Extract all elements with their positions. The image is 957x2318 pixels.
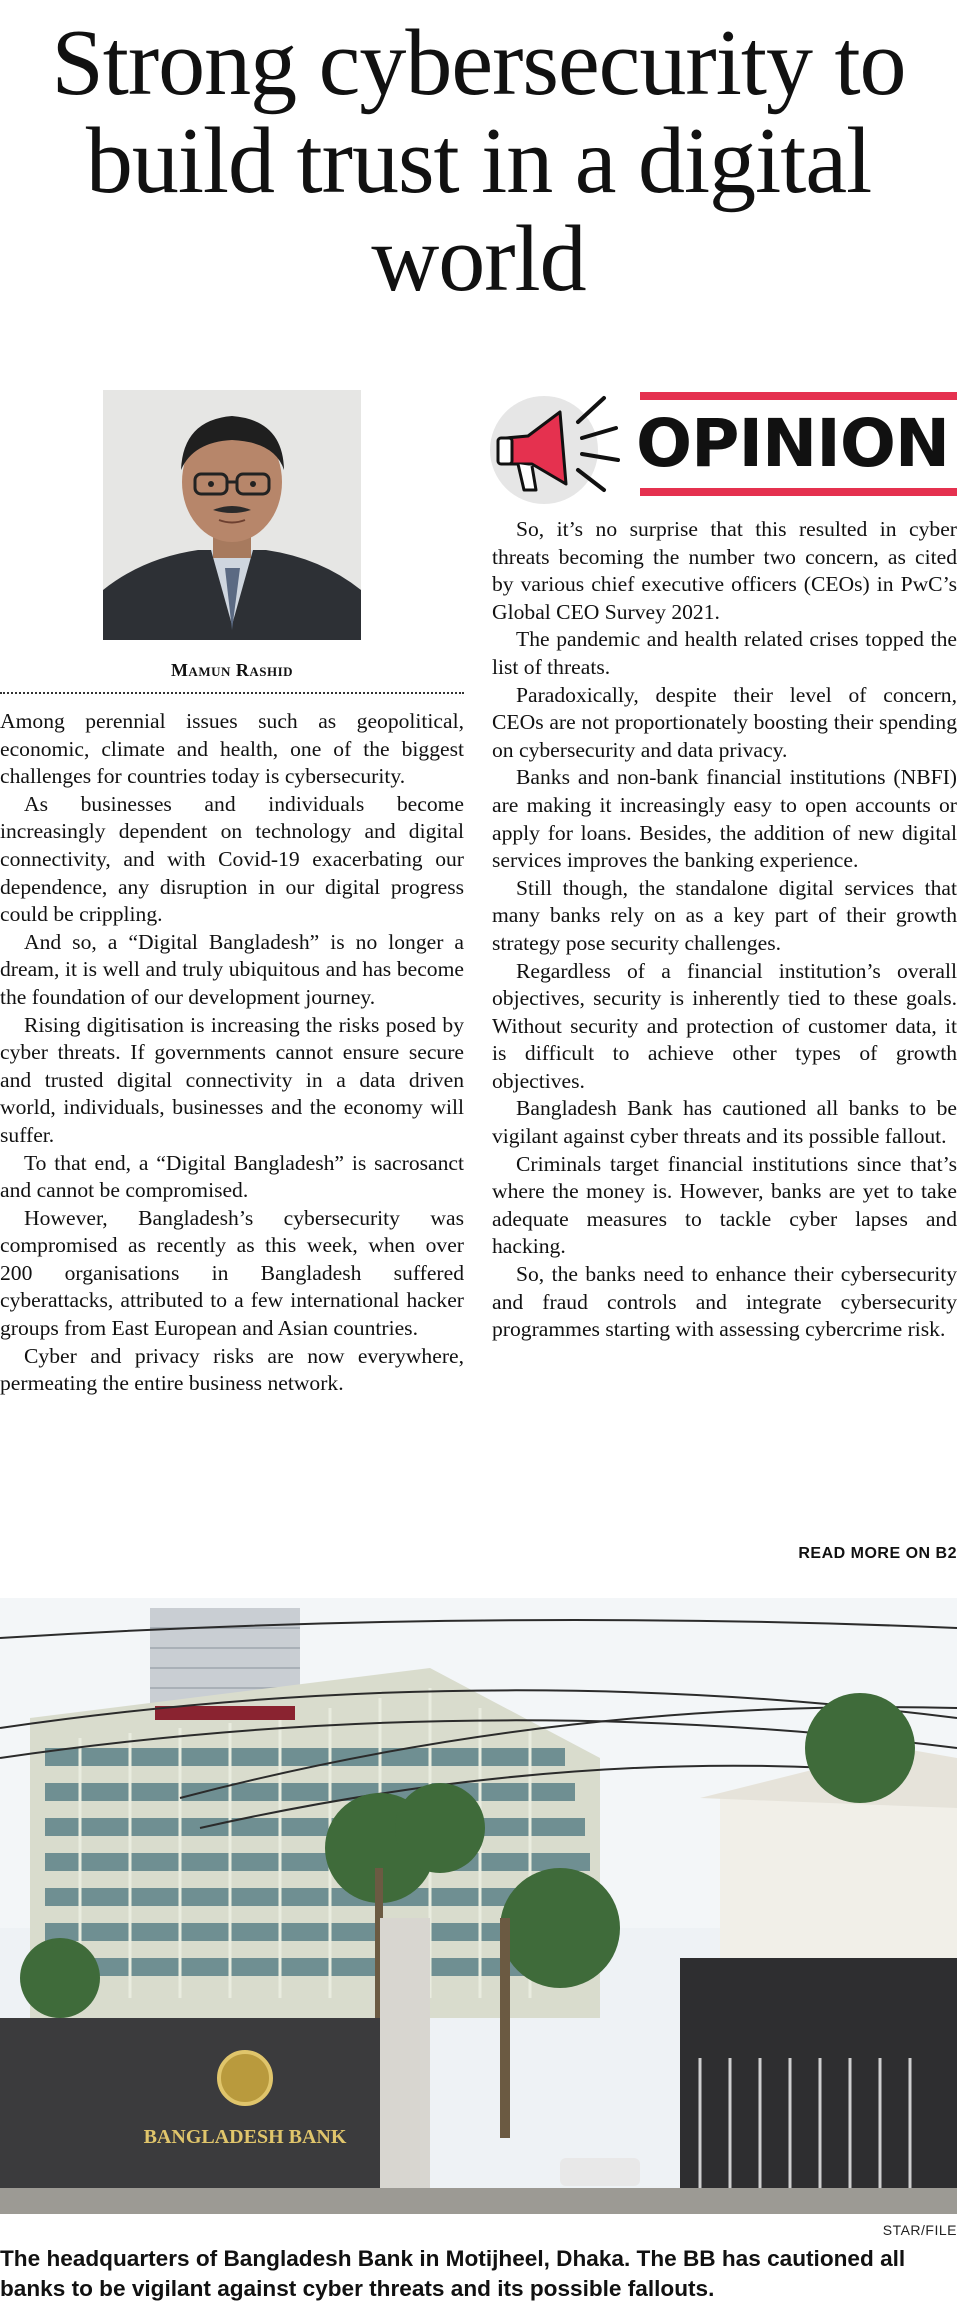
article-headline: Strong cybersecurity to build trust in a digital world (51, 11, 906, 311)
author-portrait-illustration (103, 390, 361, 640)
article-paragraph: However, Bangladesh’s cybersecurity was compromised as recently as this week, when over 200 organisations in Bangladesh suffered cyberattacks, attributed to a few international hacker groups from East European and Asian countries. (0, 1205, 464, 1341)
opinion-bottom-bar (640, 488, 957, 496)
article-paragraph: Still though, the standalone digital services that many banks rely on as a key part of their growth strategy pose security challenges. (492, 875, 957, 955)
article-paragraph: Bangladesh Bank has cautioned all banks to be vigilant against cyber threats and its possible fallout. (492, 1096, 957, 1149)
article-paragraph: Banks and non-bank financial institutions (NBFI) are making it increasingly easy to open accounts or apply for loans. Besides, the addition of new digital services improves the banking experience. (492, 765, 957, 873)
article-paragraph: So, the banks need to enhance their cybersecurity and fraud controls and integrate cybersecurity programmes starting with assessing cybercrime risk. (492, 1262, 957, 1342)
author-byline: Mamun Rashid (170, 660, 294, 680)
bank-photo-illustration (0, 1598, 957, 2214)
photo-credit: STAR/FILE (882, 2222, 957, 2238)
byline-divider (0, 692, 464, 694)
megaphone-icon (488, 386, 623, 506)
article-paragraph: Among perennial issues such as geopolitical, economic, climate and health, one of the biggest challenges for countries today is cybersecurity. (0, 709, 464, 789)
article-paragraph: The pandemic and health related crises topped the list of threats. (492, 627, 957, 679)
bank-headquarters-photo (0, 1598, 957, 2214)
article-paragraph: Regardless of a financial institution’s overall objectives, security is inherently tied to these goals. Without security and protection of customer data, it is difficult to achieve other types of growth objectives. (492, 958, 957, 1093)
megaphone-illustration (488, 386, 623, 506)
article-column-left (0, 708, 464, 1398)
bank-sign-text: BANGLADESH BANK (143, 2126, 347, 2148)
article-paragraph: Cyber and privacy risks are now everywhere, permeating the entire business network. (0, 1343, 464, 1396)
author-photo (103, 390, 361, 640)
article-column-right (492, 516, 957, 1344)
opinion-top-bar (640, 392, 957, 400)
opinion-section-label: OPINION (636, 405, 950, 482)
article-paragraph: Paradoxically, despite their level of concern, CEOs are not proportionately boosting their spending on cybersecurity and data privacy. (492, 682, 957, 762)
photo-caption: The headquarters of Bangladesh Bank in Motijheel, Dhaka. The BB has cautioned all banks to be vigilant against cyber threats and its possible fallouts. (0, 2246, 906, 2301)
article-paragraph: To that end, a “Digital Bangladesh” is sacrosanct and cannot be compromised. (0, 1150, 464, 1203)
article-paragraph: So, it’s no surprise that this resulted in cyber threats becoming the number two concern, as cited by various chief executive officers (CEOs) in PwC’s Global CEO Survey 2021. (492, 517, 957, 624)
article-paragraph: As businesses and individuals become increasingly dependent on technology and digital connectivity, and with Covid-19 exacerbating our dependence, any disruption in our digital progress could be crippling. (0, 791, 464, 927)
article-paragraph: And so, a “Digital Bangladesh” is no longer a dream, it is well and truly ubiquitous and has become the foundation of our development journey. (0, 929, 464, 1009)
read-more-link[interactable]: READ MORE ON B2 (798, 1545, 957, 1562)
article-paragraph: Criminals target financial institutions since that’s where the money is. However, banks are yet to take adequate measures to tackle cyber lapses and hacking. (492, 1151, 957, 1259)
article-paragraph: Rising digitisation is increasing the risks posed by cyber threats. If governments cannot ensure secure and trusted digital connectivity in a data driven world, individuals, businesses and the economy will suffer. (0, 1012, 464, 1147)
